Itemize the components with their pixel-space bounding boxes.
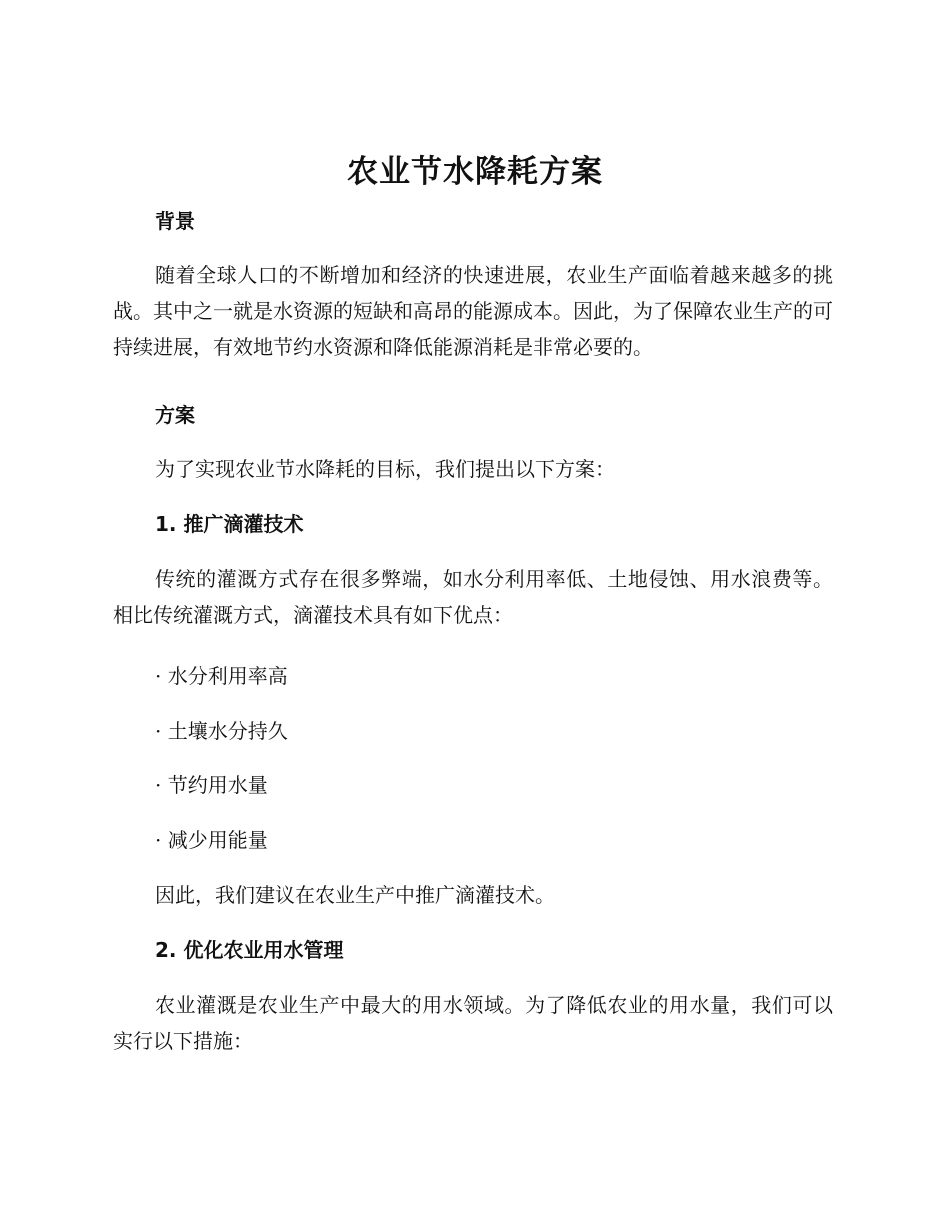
bullet-item: · 减少用能量 (155, 828, 268, 852)
bullet-item: · 水分利用率高 (155, 664, 288, 688)
item1-paragraph: 传统的灌溉方式存在很多弊端，如水分利用率低、土地侵蚀、用水浪费等。相比传统灌溉方式，滴灌技术具有如下优点： (113, 567, 833, 627)
item1-heading: 1. 推广滴灌技术 (155, 512, 304, 536)
section-heading-plan: 方案 (155, 403, 195, 427)
section-heading-background: 背景 (155, 209, 195, 233)
bullet-item: · 节约用水量 (155, 773, 268, 797)
plan-intro: 为了实现农业节水降耗的目标，我们提出以下方案： (155, 457, 615, 481)
item2-heading: 2. 优化农业用水管理 (155, 938, 344, 962)
bullet-item: · 土壤水分持久 (155, 719, 288, 743)
document-title: 农业节水降耗方案 (347, 154, 603, 190)
item2-paragraph: 农业灌溉是农业生产中最大的用水领域。为了降低农业的用水量，我们可以实行以下措施： (113, 993, 833, 1053)
item1-conclusion: 因此，我们建议在农业生产中推广滴灌技术。 (155, 883, 555, 907)
background-paragraph: 随着全球人口的不断增加和经济的快速进展，农业生产面临着越来越多的挑战。其中之一就是水资源的短缺和高昂的能源成本。因此，为了保障农业生产的可持续进展，有效地节约水资源和降低能源消耗是非常必要的。 (113, 263, 833, 359)
